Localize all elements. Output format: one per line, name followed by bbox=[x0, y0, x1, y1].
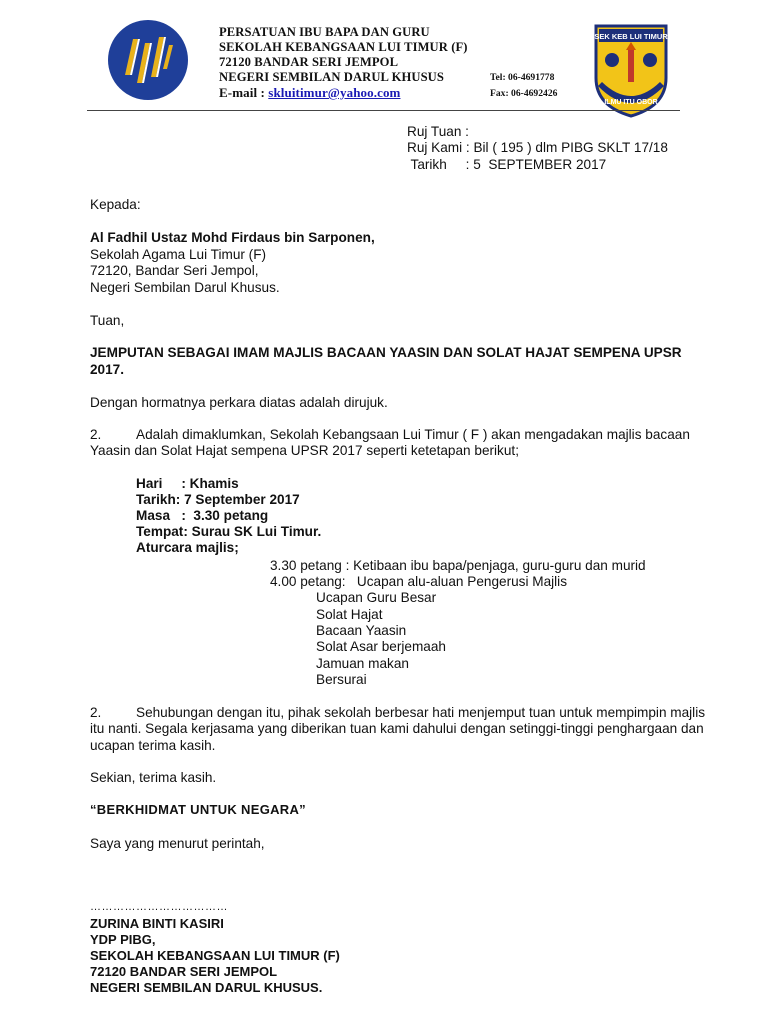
closing-line: Sekian, terima kasih. bbox=[90, 770, 217, 785]
email-label: E-mail : bbox=[219, 85, 269, 100]
subject-heading: JEMPUTAN SEBAGAI IMAM MAJLIS BACAAN YAASIN DAN SOLAT HAJAT SEMPENA UPSR 2017. bbox=[90, 345, 682, 377]
pibg-logo bbox=[107, 19, 189, 101]
school-crest bbox=[592, 20, 670, 118]
para2-line: itu nanti. Segala kerjasama yang diberikan tuan kami dahului dengan setinggi-tinggi penghargaan dan bbox=[90, 721, 704, 736]
para2-number: 2. bbox=[90, 705, 102, 720]
order-line: Saya yang menurut perintah, bbox=[90, 836, 265, 851]
kepada-label: Kepada: bbox=[90, 197, 141, 212]
programme-sub-item: Jamuan makan bbox=[316, 656, 409, 671]
programme-sub-item: Solat Hajat bbox=[316, 607, 383, 622]
programme-sub-item: Bersurai bbox=[316, 672, 367, 687]
schedule-time: Masa : 3.30 petang bbox=[136, 508, 269, 523]
crest-bottom-text: ILMU ITU OBOR bbox=[604, 99, 658, 106]
email-line bbox=[219, 85, 400, 101]
opening-line: Dengan hormatnya perkara diatas adalah dirujuk. bbox=[90, 395, 388, 410]
recipient-name: Al Fadhil Ustaz Mohd Firdaus bin Sarponen, bbox=[90, 230, 375, 245]
org-name-line-2: SEKOLAH KEBANGSAAN LUI TIMUR (F) bbox=[219, 40, 468, 54]
programme-item: 4.00 petang: Ucapan alu-aluan Pengerusi Majlis bbox=[270, 574, 567, 589]
email-link[interactable]: skluitimur@yahoo.com bbox=[268, 85, 401, 100]
schedule-date: Tarikh: 7 September 2017 bbox=[136, 492, 300, 507]
org-address-line-2: NEGERI SEMBILAN DARUL KHUSUS bbox=[219, 70, 444, 84]
org-address-line-1: 72120 BANDAR SERI JEMPOL bbox=[219, 55, 399, 69]
para1-line: Adalah dimaklumkan, Sekolah Kebangsaan Lui Timur ( F ) akan mengadakan majlis bacaan bbox=[136, 427, 690, 442]
schedule-day: Hari : Khamis bbox=[136, 476, 239, 491]
crest-top-text: SEK KEB LUI TIMUR bbox=[594, 32, 668, 41]
para2-line: ucapan terima kasih. bbox=[90, 738, 216, 753]
tel-number: Tel: 06-4691778 bbox=[490, 72, 555, 83]
para2-line: Sehubungan dengan itu, pihak sekolah berbesar hati menjemput tuan untuk mempimpin majlis bbox=[136, 705, 706, 720]
para1-line: Yaasin dan Solat Hajat sempena UPSR 2017 seperti ketetapan berikut; bbox=[90, 443, 519, 458]
programme-item: 3.30 petang : Ketibaan ibu bapa/penjaga, guru-guru dan murid bbox=[270, 558, 646, 573]
signatory-name: ZURINA BINTI KASIRI bbox=[90, 916, 224, 931]
motto: “BERKHIDMAT UNTUK NEGARA” bbox=[90, 802, 306, 817]
recipient-address-line: Sekolah Agama Lui Timur (F) bbox=[90, 247, 267, 262]
ref-date: Tarikh : 5 SEPTEMBER 2017 bbox=[407, 157, 607, 172]
schedule-programme-label: Aturcara majlis; bbox=[136, 540, 239, 555]
signatory-address-line: NEGERI SEMBILAN DARUL KHUSUS. bbox=[90, 980, 323, 995]
signatory-address-line: 72120 BANDAR SERI JEMPOL bbox=[90, 964, 278, 979]
recipient-address-line: Negeri Sembilan Darul Khusus. bbox=[90, 280, 280, 295]
signatory-org: SEKOLAH KEBANGSAAN LUI TIMUR (F) bbox=[90, 948, 340, 963]
schedule-venue: Tempat: Surau SK Lui Timur. bbox=[136, 524, 322, 539]
para1-number: 2. bbox=[90, 427, 102, 442]
salutation: Tuan, bbox=[90, 313, 125, 328]
ref-kami: Ruj Kami : Bil ( 195 ) dlm PIBG SKLT 17/18 bbox=[407, 140, 668, 155]
org-name-line-1: PERSATUAN IBU BAPA DAN GURU bbox=[219, 25, 430, 39]
recipient-address-line: 72120, Bandar Seri Jempol, bbox=[90, 263, 259, 278]
ref-tuan: Ruj Tuan : bbox=[407, 124, 469, 139]
programme-sub-item: Solat Asar berjemaah bbox=[316, 639, 446, 654]
signature-line: ……………………………… bbox=[90, 901, 228, 913]
programme-sub-item: Ucapan Guru Besar bbox=[316, 590, 437, 605]
signatory-title: YDP PIBG, bbox=[90, 932, 156, 947]
header-divider bbox=[87, 110, 680, 111]
programme-sub-item: Bacaan Yaasin bbox=[316, 623, 407, 638]
fax-number: Fax: 06-4692426 bbox=[490, 88, 558, 99]
